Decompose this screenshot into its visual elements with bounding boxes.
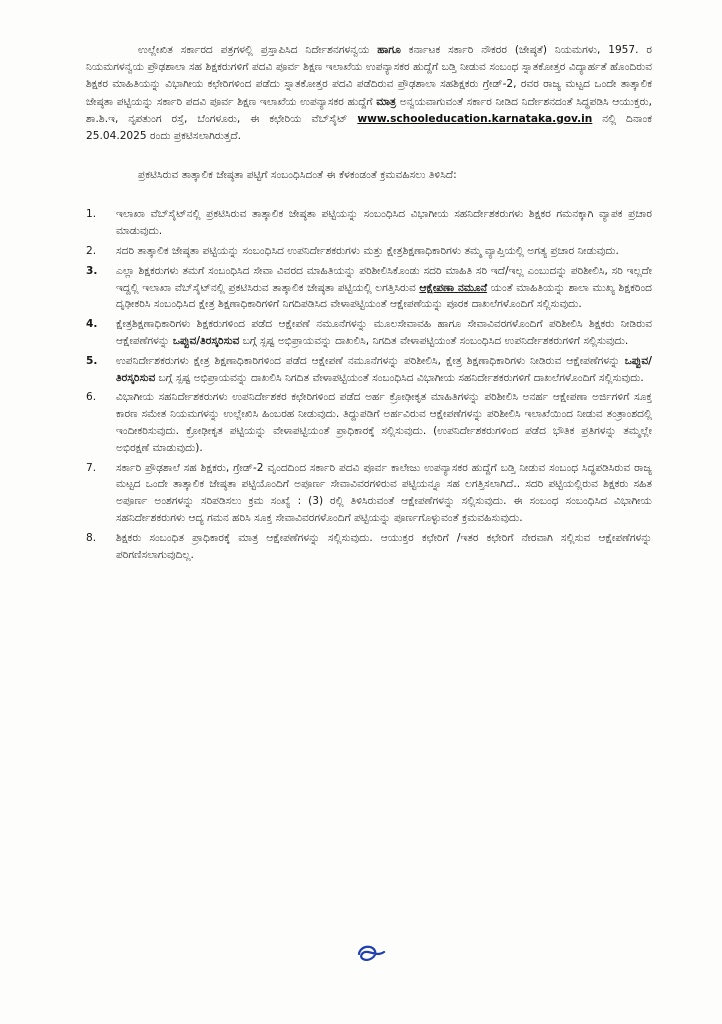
item-text-b: ಯಂತೆ ಮಾಹಿತಿಯನ್ನು ಶಾಲಾ ಮುಖ್ಯ ಶಿಕ್ಷಕರಿಂದ ದೃಢೀಕರಿಸಿ ಸಂಬಂಧಿಸಿದ ಕ್ಷೇತ್ರ ಶಿಕ್ಷಣಾಧಿಕಾರಿಗಳಿಗೆ ನಿಗದಿಪಡಿಸಿದ ವೇಳಾಪಟ್ಟಿಯಂತೆ ಆಕ್ಷೇಪಣೆಯನ್ನು ಪೂರಕ ದಾಖಲೆಗಳೊಂದಿಗೆ ಸಲ್ಲಿಸುವುದು. [116, 281, 652, 311]
intro-bold-1: ಹಾಗೂ [377, 44, 401, 56]
list-item [86, 353, 652, 387]
item-text [116, 316, 652, 350]
website-link[interactable]: www.schooleducation.karnataka.gov.in [357, 112, 593, 125]
item-text-a: ಉಪನಿರ್ದೇಶಕರುಗಳು ಕ್ಷೇತ್ರ ಶಿಕ್ಷಣಾಧಿಕಾರಿಗಳಿಂದ ಪಡೆದ ಆಕ್ಷೇಪಣೆ ನಮೂನೆಗಳನ್ನು ಪರಿಶೀಲಿಸಿ, ಕ್ಷೇತ್ರ ಶಿಕ್ಷಣಾಧಿಕಾರಿಗಳು ನೀಡಿರುವ ಆಕ್ಷೇಪಣೆಗಳನ್ನು [116, 354, 625, 367]
item-text [116, 263, 652, 313]
item-text-a: ಎಲ್ಲಾ ಶಿಕ್ಷಕರುಗಳು ತಮಗೆ ಸಂಬಂಧಿಸಿದ ಸೇವಾ ವಿವರದ ಮಾಹಿತಿಯನ್ನು ಪರಿಶೀಲಿಸಿಕೊಂಡು ಸದರಿ ಮಾಹಿತಿ ಸರಿ ಇದೆ/ಇಲ್ಲ ಎಂಬುದನ್ನು ಪರಿಶೀಲಿಸಿ, ಸರಿ ಇಲ್ಲದೇ ಇದ್ದಲ್ಲಿ ಇಲಾಖಾ ವೆಬ್‌ಸೈಟ್‌ನಲ್ಲಿ ಪ್ರಕಟಿಸಿರುವ ತಾತ್ಕಾಲಿಕ ಜೇಷ್ಠತಾ ಪಟ್ಟಿಯಲ್ಲಿ ಲಗತ್ತಿಸಿರುವ [116, 264, 652, 294]
list-item [86, 389, 652, 456]
item-text: ಸದರಿ ತಾತ್ಕಾಲಿಕ ಜೇಷ್ಠತಾ ಪಟ್ಟಿಯನ್ನು ಸಂಬಂಧಿಸಿದ ಉಪನಿರ್ದೇಶಕರುಗಳು ಮತ್ತು ಕ್ಷೇತ್ರಶಿಕ್ಷಣಾಧಿಕಾರಿಗಳು ತಮ್ಮ ವ್ಯಾಪ್ತಿಯಲ್ಲಿ ಅಗತ್ಯ ಪ್ರಚಾರ ನೀಡುವುದು. [116, 245, 619, 258]
list-item [86, 263, 652, 313]
item-text: ಸರ್ಕಾರಿ ಪ್ರೌಢಶಾಲೆ ಸಹ ಶಿಕ್ಷಕರು, ಗ್ರೇಡ್-2 ವೃಂದದಿಂದ ಸರ್ಕಾರಿ ಪದವಿ ಪೂರ್ವ ಕಾಲೇಜು ಉಪನ್ಯಾಸಕರ ಹುದ್ದೆಗೆ ಬಡ್ತಿ ನೀಡುವ ಸಂಬಂಧ ಸಿದ್ಧಪಡಿಸಿರುವ ರಾಜ್ಯ ಮಟ್ಟದ ಒಂದೇ ತಾತ್ಕಾಲಿಕ ಜೇಷ್ಠತಾ ಪಟ್ಟಿಯೊಂದಿಗೆ ಅಪೂರ್ಣ ಸೇವಾವಿವರಗಳಿರುವ ಪಟ್ಟಿಯನ್ನೂ ಸಹ ಲಗತ್ತಿಸಲಾಗಿದೆ.. ಸದರಿ ಪಟ್ಟಿಯಲ್ಲಿರುವ ಶಿಕ್ಷಕರು ಸಹಿತ ಅಪೂರ್ಣ ಅಂಶಗಳನ್ನು ಸರಿಪಡಿಸಲು ಕ್ರಮ ಸಂಖ್ಯೆ : (3) ರಲ್ಲಿ ತಿಳಿಸಿರುವಂತೆ ಆಕ್ಷೇಪಣೆಗಳನ್ನು ಸಲ್ಲಿಸುವುದು. ಈ ಸಂಬಂಧ ಸಂಬಂಧಿಸಿದ ವಿಭಾಗೀಯ ಸಹನಿರ್ದೇಶಕರುಗಳು ಆದ್ಯ ಗಮನ ಹರಿಸಿ ಸೂಕ್ತ ಸೇವಾವಿವರಗಳೊಂದಿಗೆ ಪಟ್ಟಿಯನ್ನು ಪೂರ್ಣಗೊಳ್ಳುವಂತೆ ಕ್ರಮವಹಿಸುವುದು. [116, 461, 652, 524]
item-number: 8. [86, 531, 97, 544]
list-item [86, 460, 652, 527]
item-number: 2. [86, 245, 97, 258]
item-text-a: ಕ್ಷೇತ್ರಶಿಕ್ಷಣಾಧಿಕಾರಿಗಳು ಶಿಕ್ಷಕರುಗಳಿಂದ ಪಡೆದ ಆಕ್ಷೇಪಣೆ ನಮೂನೆಗಳನ್ನು ಮೂಲಸೇವಾವಹಿ ಹಾಗೂ ಸೇವಾವಿವರಗಳೊಂದಿಗೆ ಪರಿಶೀಲಿಸಿ ಶಿಕ್ಷಕರು ನೀಡಿರುವ ಆಕ್ಷೇಪಣೆಗಳನ್ನು [116, 318, 652, 347]
item-text: ಶಿಕ್ಷಕರು ಸಂಬಂಧಿತ ಪ್ರಾಧಿಕಾರಕ್ಕೆ ಮಾತ್ರ ಆಕ್ಷೇಪಣೆಗಳನ್ನು ಸಲ್ಲಿಸುವುದು. ಆಯುಕ್ತರ ಕಛೇರಿಗೆ /ಇತರ ಕಛೇರಿಗೆ ನೇರವಾಗಿ ಸಲ್ಲಿಸುವ ಆಕ್ಷೇಪಣೆಗಳನ್ನು ಪರಿಗಣಿಸಲಾಗುವುದಿಲ್ಲ. [116, 531, 652, 561]
list-item [86, 243, 652, 260]
intro-paragraph [86, 42, 652, 145]
list-item [86, 316, 652, 350]
item-text-b: ಬಗ್ಗೆ ಸ್ಪಷ್ಟ ಅಭಿಪ್ರಾಯವನ್ನು ದಾಖಲಿಸಿ ನಿಗದಿತ ವೇಳಾಪಟ್ಟಿಯಂತೆ ಸಂಬಂಧಿಸಿದ ವಿಭಾಗೀಯ ಸಹನಿರ್ದೇಶಕರುಗಳಿಗೆ ದಾಖಲೆಗಳೊಂದಿಗೆ ಸಲ್ಲಿಸುವುದು. [155, 371, 644, 384]
lead-in-text: ಪ್ರಕಟಿಸಿರುವ ತಾತ್ಕಾಲಿಕ ಜೇಷ್ಠತಾ ಪಟ್ಟಿಗೆ ಸಂಬಂಧಿಸಿದಂತೆ ಈ ಕೆಳಕಂಡಂತೆ ಕ್ರಮವಹಿಸಲು ತಿಳಿಸಿದೆ: [138, 169, 457, 182]
intro-bold-2: ಮಾತ್ರ [376, 95, 397, 108]
instruction-list [86, 206, 652, 563]
item-text-bold: ಆಕ್ಷೇಪಣಾ ನಮೂನೆ [419, 281, 488, 294]
intro-text-3: ಅನ್ವಯವಾಗುವಂತೆ ಸರ್ಕಾರ ನೀಡಿದ ನಿರ್ದೇಶನದಂತೆ ಸಿದ್ಧಪಡಿಸಿ ಆಯುಕ್ತರು, ಶಾ.ಶಿ.ಇ, ನೃಪತುಂಗ ರಸ್ತೆ, ಬೆಂಗಳೂರು, ಈ ಕಛೇರಿಯ ವೆಬ್‌ಸೈಟ್ [86, 95, 652, 125]
item-text-bold: ಒಪ್ಪುವ/ತಿರಸ್ಕರಿಸುವ [172, 335, 240, 347]
intro-text-2: ಕರ್ನಾಟಕ ಸರ್ಕಾರಿ ನೌಕರರ (ಜೇಷ್ಠತೆ) ನಿಯಮಗಳು, 1957. ರ ನಿಯಮಗಳನ್ವಯ ಪ್ರೌಢಶಾಲಾ ಸಹ ಶಿಕ್ಷಕರುಗಳಿಗೆ ಪದವಿ ಪೂರ್ವ ಶಿಕ್ಷಣ ಇಲಾಖೆಯ ಉಪನ್ಯಾಸಕರ ಹುದ್ದೆಗೆ ಬಡ್ತಿ ನೀಡುವ ಸಂಬಂಧ ಸ್ನಾತಕೋತ್ತರ ವಿದ್ಯಾರ್ಹತೆ ಹೊಂದಿರುವ ಶಿಕ್ಷಕರ ಮಾಹಿತಿಯನ್ನು ವಿಭಾಗೀಯ ಕಛೇರಿಗಳಿಂದ ಪಡೆದು ಸ್ನಾತಕೋತ್ತರ ಪದವಿ ಪಡೆದಿರುವ ಪ್ರೌಢಶಾಲಾ ಸಹಶಿಕ್ಷಕರು ಗ್ರೇಡ್-2, ರವರ ರಾಜ್ಯ ಮಟ್ಟದ ಒಂದೇ ತಾತ್ಕಾಲಿಕ ಜೇಷ್ಠತಾ ಪಟ್ಟಿಯನ್ನು ಸರ್ಕಾರಿ ಪದವಿ ಪೂರ್ವ ಶಿಕ್ಷಣ ಇಲಾಖೆಯ ಉಪನ್ಯಾಸಕರ ಹುದ್ದೆಗೆ [86, 44, 652, 108]
handwritten-mark-icon [354, 940, 388, 966]
item-number: 7. [86, 461, 97, 474]
intro-text-4: ನಲ್ಲಿ ದಿನಾಂಕ 25.04.2025 ರಂದು ಪ್ರಕಟಿಸಲಾಗಿರುತ್ತದೆ. [86, 112, 652, 143]
item-text: ಇಲಾಖಾ ವೆಬ್‌ಸೈಟ್‌ನಲ್ಲಿ ಪ್ರಕಟಿಸಿರುವ ತಾತ್ಕಾಲಿಕ ಜೇಷ್ಠತಾ ಪಟ್ಟಿಯನ್ನು ಸಂಬಂಧಿಸಿದ ವಿಭಾಗೀಯ ಸಹನಿರ್ದೇಶಕರುಗಳು ಶಿಕ್ಷಕರ ಗಮನಕ್ಕಾಗಿ ವ್ಯಾಪಕ ಪ್ರಚಾರ ಮಾಡುವುದು. [116, 208, 652, 238]
item-number: 1. [86, 208, 97, 221]
item-number: 3. [86, 264, 98, 277]
item-text [116, 353, 652, 387]
item-number: 5. [86, 354, 98, 367]
item-number: 4. [86, 318, 98, 331]
item-number: 6. [86, 391, 97, 404]
item-text-bold: ಒಪ್ಪುವ/ತಿರಸ್ಕರಿಸುವ [116, 354, 652, 384]
item-text: ವಿಭಾಗೀಯ ಸಹನಿರ್ದೇಶಕರುಗಳು ಉಪನಿರ್ದೇಶಕರ ಕಛೇರಿಗಳಿಂದ ಪಡೆದ ಅರ್ಹ ಕ್ರೋಢೀಕೃತ ಮಾಹಿತಿಗಳನ್ನು ಪರಿಶೀಲಿಸಿ ಅನರ್ಹ ಆಕ್ಷೇಪಣಾ ಅರ್ಜಿಗಳಿಗೆ ಸೂಕ್ತ ಕಾರಣ ಸಮೇತ ನಿಯಮಗಳನ್ನು ಉಲ್ಲೇಖಿಸಿ ಹಿಂಬರಹ ನೀಡುವುದು. ತಿದ್ದುಪಡಿಗೆ ಅರ್ಹವಿರುವ ಆಕ್ಷೇಪಣೆಗಳನ್ನು ಪರಿಶೀಲಿಸಿ ಇಲಾಖೆಯಿಂದ ನೀಡುವ ತಂತ್ರಾಂಶದಲ್ಲಿ ಇಂದೀಕರಿಸುವುದು. ಕ್ರೋಢೀಕೃತ ಪಟ್ಟಿಯನ್ನು ವೇಳಾಪಟ್ಟಿಯಂತೆ ಪ್ರಾಧಿಕಾರಕ್ಕೆ ಸಲ್ಲಿಸುವುದು. (ಉಪನಿರ್ದೇಶಕರುಗಳಿಂದ ಪಡೆದ ಭೌತಿಕ ಪ್ರತಿಗಳನ್ನು ತಮ್ಮಲ್ಲೇ ಅಭಿರಕ್ಷಣೆ ಮಾಡುವುದು). [116, 391, 652, 454]
item-text-b: ಬಗ್ಗೆ ಸ್ಪಷ್ಟ ಅಭಿಪ್ರಾಯವನ್ನು ದಾಖಲಿಸಿ, ನಿಗದಿತ ವೇಳಾಪಟ್ಟಿಯಂತೆ ಸಂಬಂಧಿಸಿದ ಉಪನಿರ್ದೇಶಕರುಗಳಿಗೆ ಸಲ್ಲಿಸುವುದು. [239, 335, 629, 347]
intro-text-1: ಉಲ್ಲೇಖಿತ ಸರ್ಕಾರದ ಪತ್ರಗಳಲ್ಲಿ ಪ್ರಸ್ತಾಪಿಸಿದ ನಿರ್ದೇಶನಗಳನ್ವಯ [138, 44, 378, 56]
list-item [86, 206, 652, 240]
list-item [86, 530, 652, 564]
